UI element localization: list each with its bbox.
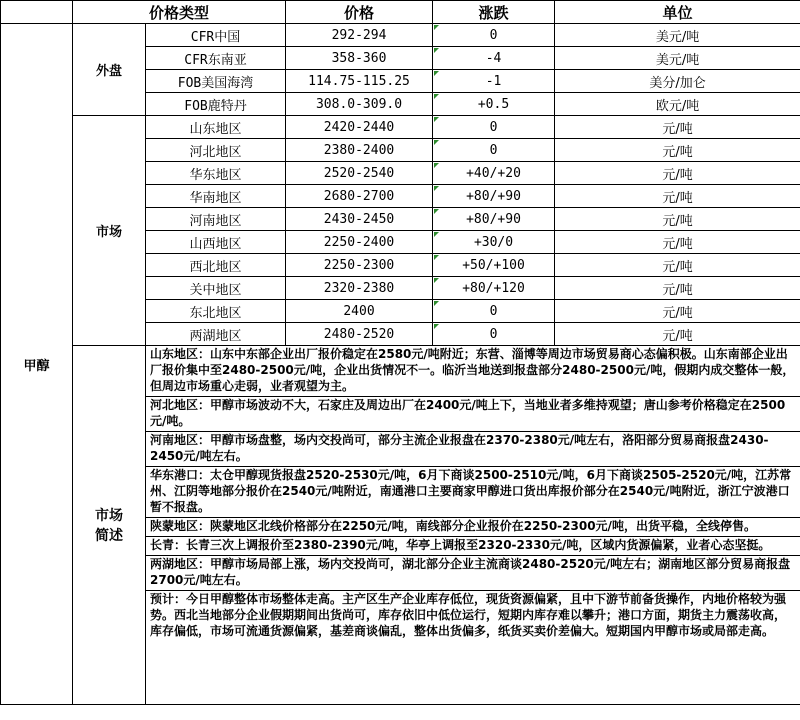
row-change: -1 <box>433 70 555 93</box>
row-name: 河南地区 <box>146 208 286 231</box>
row-price: 292-294 <box>286 24 433 47</box>
row-change: +30/0 <box>433 231 555 254</box>
summary-row <box>1 346 800 705</box>
group-summary: 市场 简述 <box>73 346 146 705</box>
summary-cell <box>146 346 800 705</box>
row-price: 358-360 <box>286 47 433 70</box>
product-label: 甲醇 <box>1 24 73 705</box>
row-price: 2430-2450 <box>286 208 433 231</box>
summary-forecast: 预计：今日甲醇整体市场整体走高。主产区生产企业库存低位，现货资源偏紧，且中下游节前备货操作，内地价格较为强势。西北当地部分企业假期期间出货尚可，库存依旧中低位运行，短期内库存难以攀升；港口方面，期货主力震荡收高，库存偏低，市场可流通货源偏紧，基差商谈偏乱，整体出货偏多，纸货买卖价差偏大。短期国内甲醇市场或局部走高。 <box>150 592 787 638</box>
summary-shandong: 山东地区：山东中东部企业出厂报价稳定在2580元/吨附近；东营、淄博等周边市场贸易商心态偏积极。山东南部企业出厂报价集中至2480-2500元/吨，企业出货情况不一。临沂当地送到报盘部分2480-2500元/吨，假期内成交整体一般，但周边市场重心走弱，业者观望为主。 <box>146 346 800 397</box>
header-type: 价格类型 <box>73 1 286 24</box>
summary-lianghu: 两湖地区：甲醇市场局部上涨，场内交投尚可，湖北部分企业主流商谈2480-2520元/吨左右；湖南地区部分贸易商报盘2700元/吨左右。 <box>146 556 800 591</box>
row-name: 山东地区 <box>146 116 286 139</box>
row-unit: 元/吨 <box>555 254 800 277</box>
row-unit: 元/吨 <box>555 300 800 323</box>
summary-henan: 河南地区：甲醇市场盘整，场内交投尚可，部分主流企业报盘在2370-2380元/吨左右，洛阳部分贸易商报盘2430-2450元/吨左右。 <box>146 432 800 467</box>
row-change: 0 <box>433 24 555 47</box>
summary-changqing: 长青：长青三次上调报价至2380-2390元/吨，华亭上调报至2320-2330元/吨，区域内货源偏紧，业者心态坚挺。 <box>146 537 800 556</box>
row-unit: 元/吨 <box>555 116 800 139</box>
row-name: 华南地区 <box>146 185 286 208</box>
row-name: 两湖地区 <box>146 323 286 346</box>
row-unit: 欧元/吨 <box>555 93 800 116</box>
row-name: 河北地区 <box>146 139 286 162</box>
row-change: 0 <box>433 139 555 162</box>
row-change: -4 <box>433 47 555 70</box>
row-price: 2380-2400 <box>286 139 433 162</box>
header-blank <box>1 1 73 24</box>
row-name: CFR中国 <box>146 24 286 47</box>
row-change: +80/+90 <box>433 185 555 208</box>
table-row <box>1 24 800 47</box>
table-row <box>1 116 800 139</box>
row-unit: 元/吨 <box>555 277 800 300</box>
row-change: +0.5 <box>433 93 555 116</box>
row-price: 308.0-309.0 <box>286 93 433 116</box>
row-name: 西北地区 <box>146 254 286 277</box>
row-price: 2480-2520 <box>286 323 433 346</box>
row-change: +80/+90 <box>433 208 555 231</box>
row-change: 0 <box>433 300 555 323</box>
row-price: 2520-2540 <box>286 162 433 185</box>
row-unit: 元/吨 <box>555 208 800 231</box>
row-unit: 美元/吨 <box>555 24 800 47</box>
row-name: FOB鹿特丹 <box>146 93 286 116</box>
header-price: 价格 <box>286 1 433 24</box>
summary-hebei: 河北地区：甲醇市场波动不大，石家庄及周边出厂在2400元/吨上下，当地业者多维持观望；唐山参考价格稳定在2500元/吨。 <box>146 397 800 432</box>
row-price: 2320-2380 <box>286 277 433 300</box>
row-change: +50/+100 <box>433 254 555 277</box>
row-change: 0 <box>433 116 555 139</box>
row-change: 0 <box>433 323 555 346</box>
row-name: 关中地区 <box>146 277 286 300</box>
row-unit: 美元/吨 <box>555 47 800 70</box>
row-price: 2420-2440 <box>286 116 433 139</box>
row-unit: 元/吨 <box>555 323 800 346</box>
row-name: 东北地区 <box>146 300 286 323</box>
row-unit: 元/吨 <box>555 139 800 162</box>
group-market: 市场 <box>73 116 146 346</box>
row-unit: 元/吨 <box>555 185 800 208</box>
row-unit: 元/吨 <box>555 162 800 185</box>
group-outer: 外盘 <box>73 24 146 116</box>
row-name: CFR东南亚 <box>146 47 286 70</box>
row-name: FOB美国海湾 <box>146 70 286 93</box>
row-unit: 元/吨 <box>555 231 800 254</box>
row-name: 山西地区 <box>146 231 286 254</box>
row-unit: 美分/加仑 <box>555 70 800 93</box>
header-unit: 单位 <box>555 1 800 24</box>
header-change: 涨跌 <box>433 1 555 24</box>
summary-shaanxi-mongolia: 陕蒙地区：陕蒙地区北线价格部分在2250元/吨，南线部分企业报价在2250-2300元/吨，出货平稳，全线停售。 <box>146 518 800 537</box>
header-row <box>1 1 800 24</box>
row-change: +40/+20 <box>433 162 555 185</box>
row-price: 2400 <box>286 300 433 323</box>
row-name: 华东地区 <box>146 162 286 185</box>
row-price: 2250-2300 <box>286 254 433 277</box>
row-price: 114.75-115.25 <box>286 70 433 93</box>
summary-east-china-port: 华东港口：太仓甲醇现货报盘2520-2530元/吨，6月下商谈2500-2510元/吨，6月下商谈2505-2520元/吨，江苏常州、江阴等地部分报价在2540元/吨附近，南通港口主要商家甲醇进口货出库报价部分在2540元/吨附近，浙江宁波港口暂不报盘。 <box>146 467 800 518</box>
row-change: +80/+120 <box>433 277 555 300</box>
row-price: 2250-2400 <box>286 231 433 254</box>
row-price: 2680-2700 <box>286 185 433 208</box>
